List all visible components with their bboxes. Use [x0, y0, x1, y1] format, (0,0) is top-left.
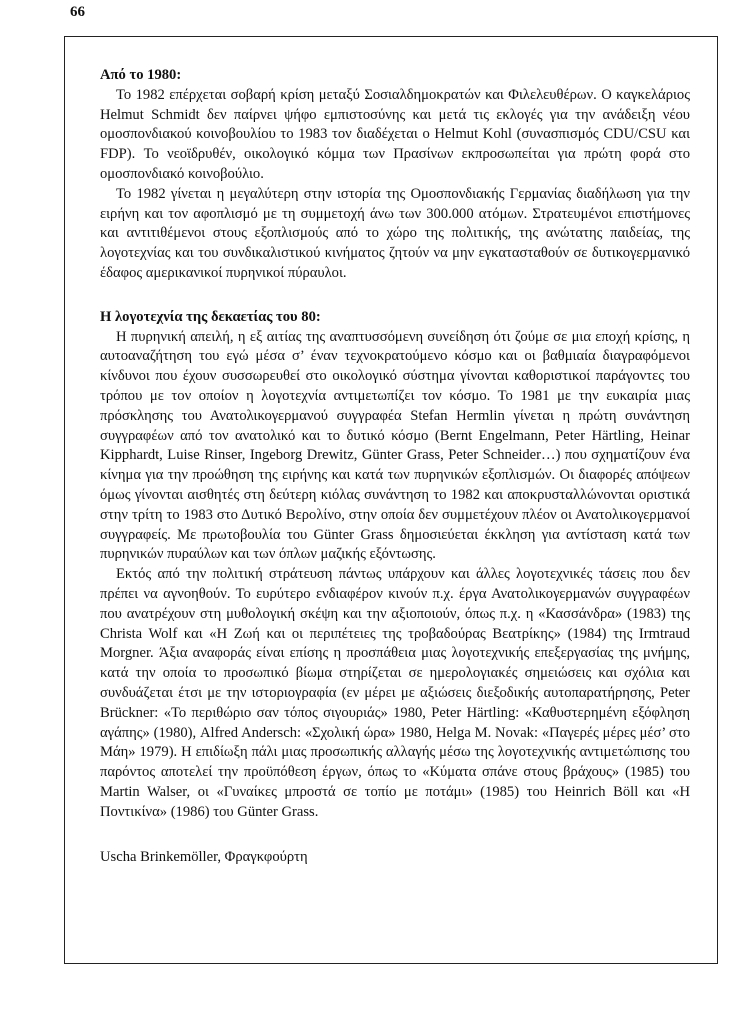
paragraph: Η πυρηνική απειλή, η εξ αιτίας της αναπτυσσόμενη συνείδηση ότι ζούμε σε μια εποχή κρίσης, η αυτοαναζήτηση του εγώ μέσα σ’ έναν τεχνοκρατούμενο κόσμο και οι βαθμιαία διαγραφόμενοι κίνδυνοι που έχουν συσσωρευθεί στο οικολογικό σύστημα γίνονται καθοριστικοί παράγοντες του τρόπου με τον οποίον η λογοτεχνία αντιμετωπίζει τον κόσμο. Το 1981 με την ευκαιρία μιας πρόσκλησης του Ανατολικογερμανού συγγραφέα Stefan Hermlin γίνεται η πρώτη συνάντηση συγγραφέων από τον ανατολικό και το δυτικό κόσμο (Bernt Engelmann, Peter Härtling, Heinar Kipphardt, Luise Rinser, Ingeborg Drewitz, Günter Grass, Peter Schneider…) που σχηματίζουν ένα κίνημα για την προώθηση της ειρήνης και κατά των πυρηνικών εξοπλισμών. Οι διαφορές απόψεων όμως γίνονται αισθητές στη δεύτερη κιόλας συνάντηση το 1982 και αποκρυσταλλώνονται οριστικά στην τρίτη το 1983 στο Δυτικό Βερολίνο, στην οποία δεν συμμετέχουν πλέον οι Ανατολικογερμανοί συγγραφείς. Με πρωτοβουλία του Günter Grass δημοσιεύεται έκκληση για αντίσταση κατά των πυρηνικών πυραύλων και των όπλων μαζικής εξόντωσης. — [100, 328, 690, 563]
paragraph: Το 1982 επέρχεται σοβαρή κρίση μεταξύ Σοσιαλδημοκρατών και Φιλελευθέρων. Ο καγκελάριος Helmut Schmidt δεν παίρνει ψήφο εμπιστοσύνης και μετά τις εκλογές για την ανάδειξη νέου ομοσπονδιακού κοινοβουλίου το 1983 τον διαδέχεται ο Helmut Kohl (συνασπισμός CDU/CSU και FDP). Το νεοϊδρυθέν, οικολογικό κόμμα των Πρασίνων εκπροσωπείται για πρώτη φορά στο ομοσπονδιακό κοινοβούλιο. — [100, 86, 690, 182]
section-heading-from-1980: Από το 1980: — [100, 67, 182, 83]
section-heading-literature-80s: Η λογοτεχνία της δεκαετίας του 80: — [100, 308, 321, 325]
signature-spacer — [100, 822, 690, 848]
author-signature: Uscha Brinkemöller, Φραγκφούρτη — [100, 849, 308, 866]
page-number: 66 — [70, 4, 85, 20]
article-content — [100, 66, 690, 868]
paragraph: Εκτός από την πολιτική στράτευση πάντως υπάρχουν και άλλες λογοτεχνικές τάσεις που δεν πρέπει να αγνοηθούν. Το ευρύτερο ενδιαφέρον κινούν π.χ. έργα Ανατολικογερμανών συγγραφέων που ανατρέχουν στη μυθολογική σκέψη και την αξιοποιούν, όπως π.χ. η «Κασσάνδρα» (1983) της Christa Wolf και «Η Ζωή και οι περιπέτειες της τροβαδούρας Βεατρίκης» (1984) της Irmtraud Morgner. Άξια αναφοράς είναι επίσης η προσπάθεια μιας λογοτεχνικής επεξεργασίας της μνήμης, κατά την οποία το προσωπικό βίωμα στηρίζεται σε ημερολογιακές σημειώσεις και σχόλια και συνδυάζεται έτσι με την ιστοριογραφία (εν μέρει με αξιώσεις διεξοδικής αυτοπαρατήρησης, Peter Brückner: «Το περιθώριο σαν τόπος σιγουριάς» 1980, Peter Härtling: «Καθυστερημένη εξόφληση αγάπης» (1980), Alfred Andersch: «Σχολική ώρα» 1980, Helga M. Novak: «Παγερές μέρες μέσ’ στο Μάη» 1979). Η επιδίωξη πάλι μιας προσωπικής αλλαγής μέσω της λογοτεχνικής αντιμετώπισης του παρόντος αποτελεί την προϋπόθεση έργων, όπως το «Κύματα σπάνε στους βράχους» (1985) του Martin Walser, οι «Γυναίκες μπροστά σε τοπίο με ποτάμι» (1985) του Heinrich Böll και «Η Ποντικίνα» (1986) του Günter Grass. — [100, 566, 690, 820]
section-spacer — [100, 284, 690, 308]
paragraph: Το 1982 γίνεται η μεγαλύτερη στην ιστορία της Ομοσπονδιακής Γερμανίας διαδήλωση για την ειρήνη και τον αφοπλισμό με τη συμμετοχή άνω των 300.000 ατόμων. Στρατευμένοι επιστήμονες και αντιτιθέμενοι στους εξοπλισμούς από το χώρο της πολιτικής, της ανώτατης παιδείας, της λογοτεχνίας και του συνδικαλιστικού κινήματος ζητούν να μην εγκατασταθούν σε δυτικογερμανικό έδαφος αμερικανικοί πυρηνικοί πύραυλοι. — [100, 185, 690, 281]
